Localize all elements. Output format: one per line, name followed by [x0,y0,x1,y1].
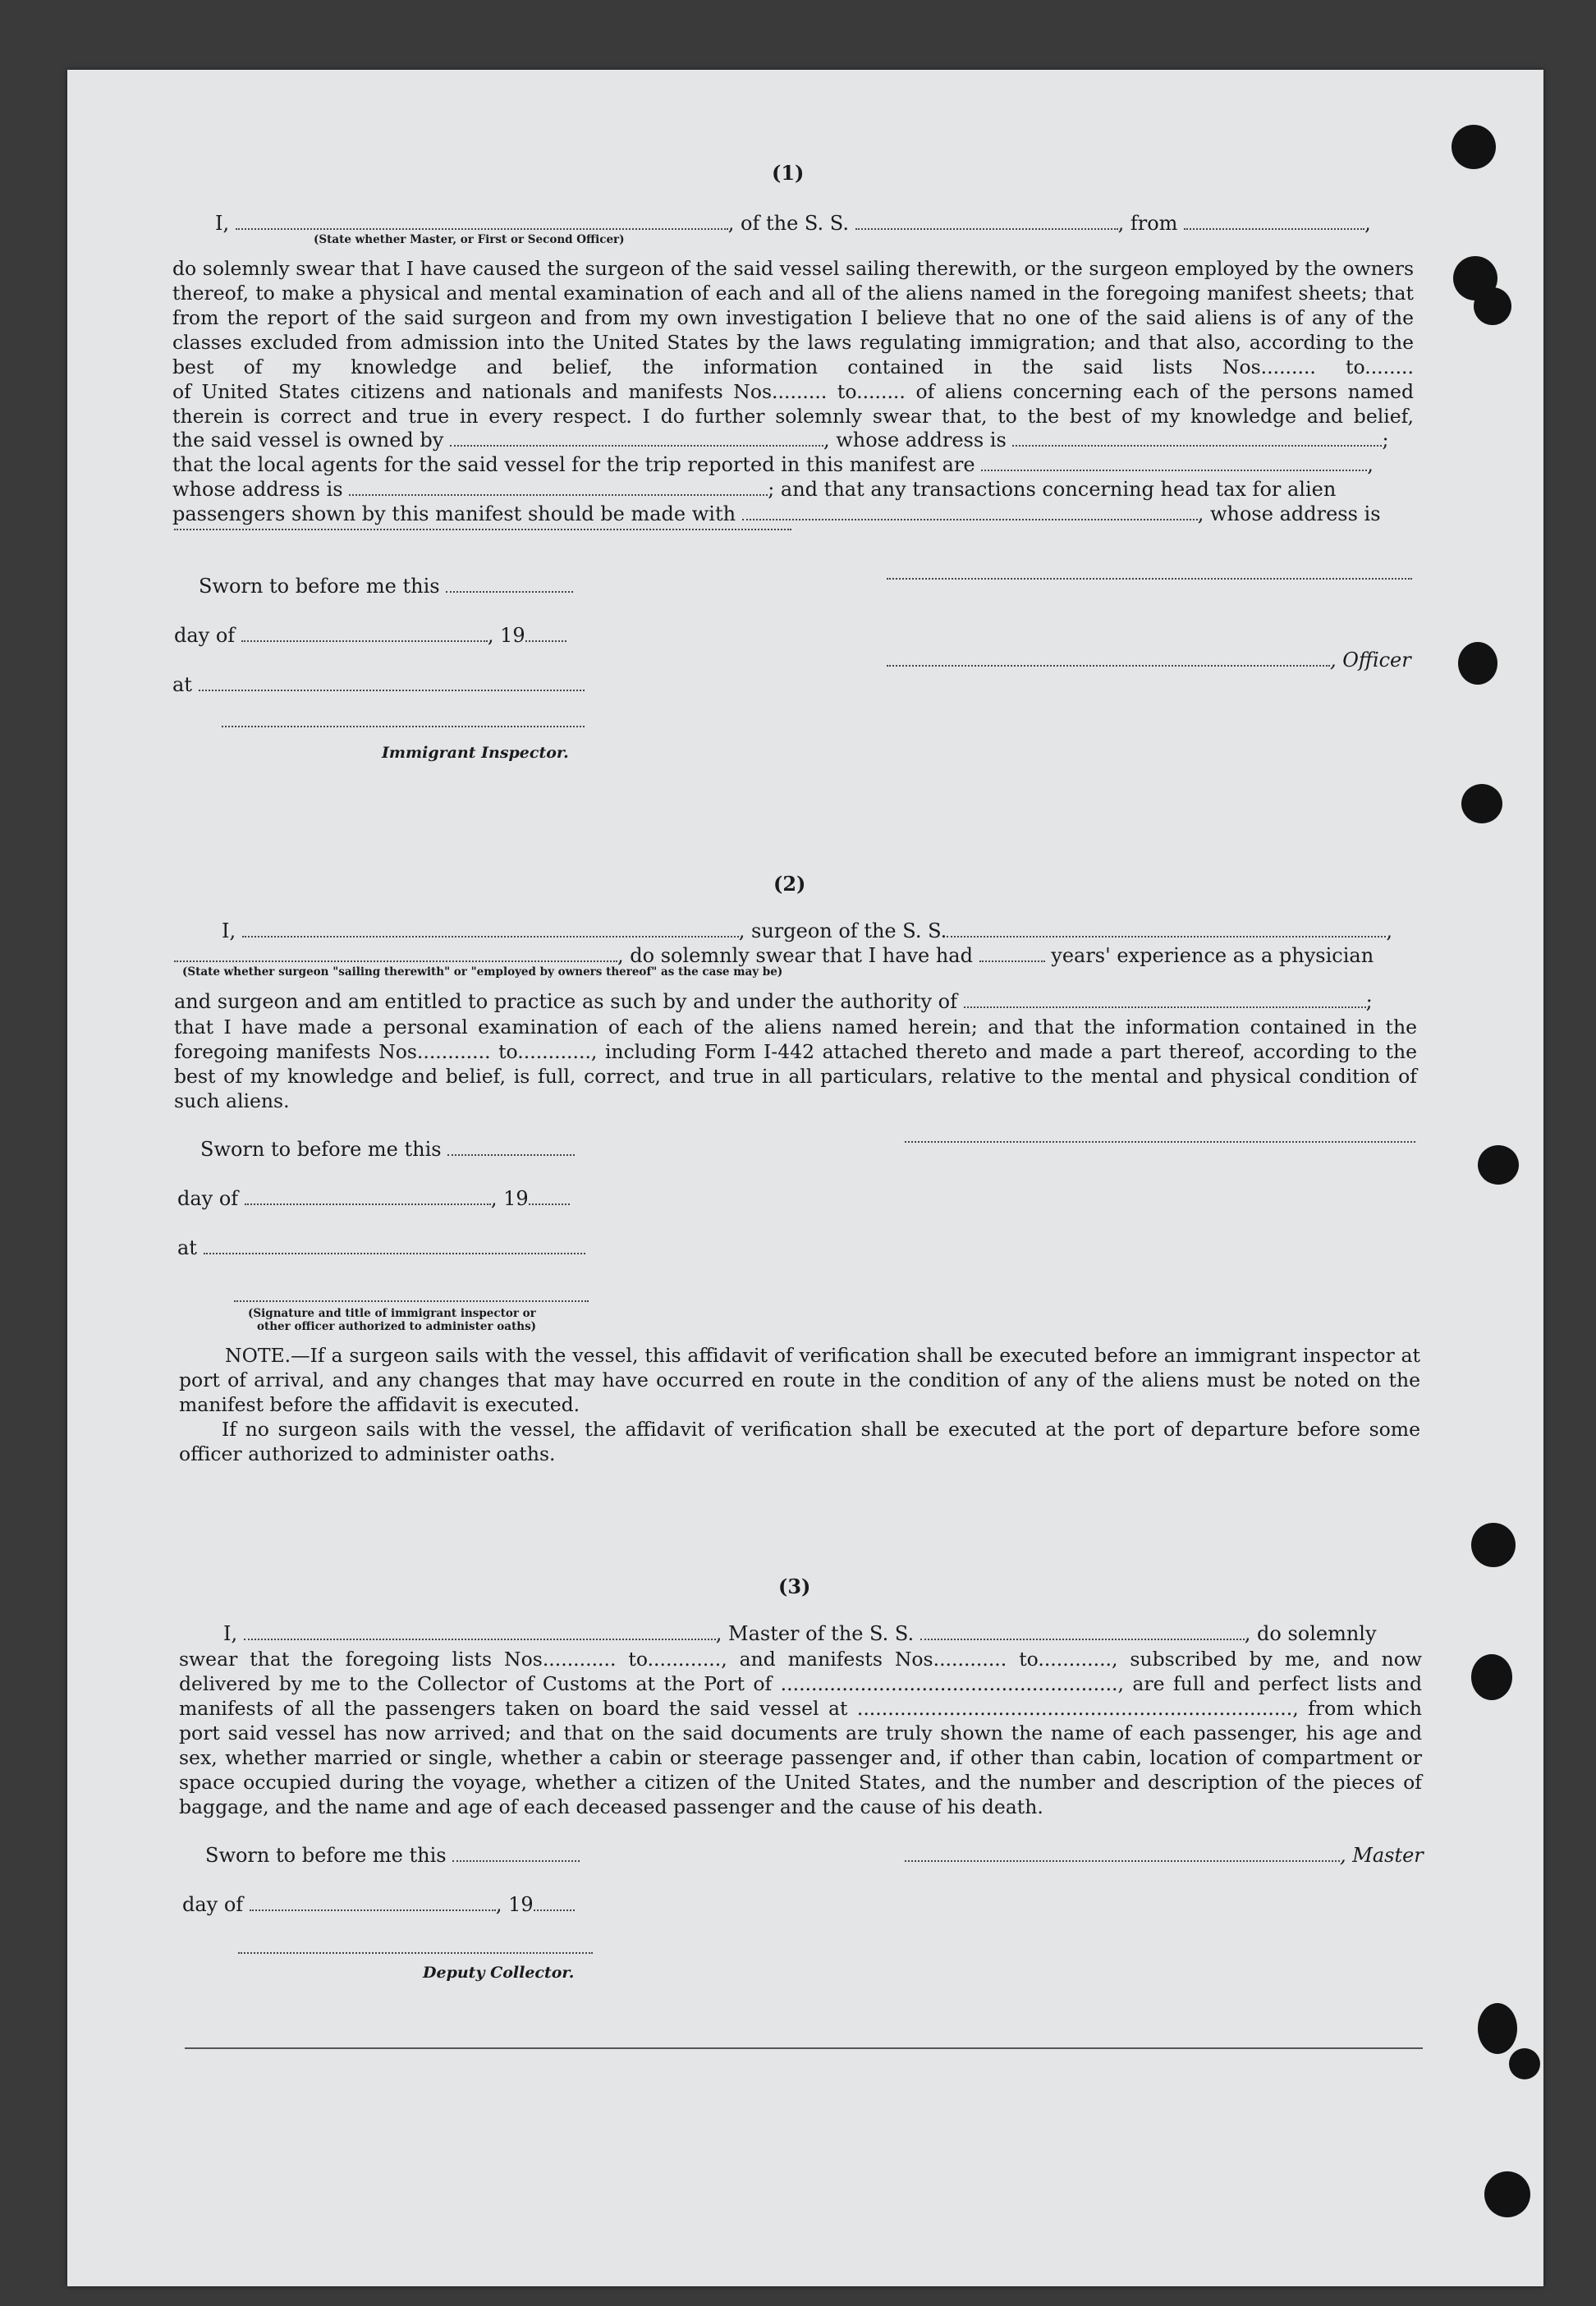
surgeon-status-field[interactable] [174,944,617,962]
section-2-i: I, [222,919,236,942]
comma: , [1364,212,1371,235]
whose-address-label: , whose address is [1197,502,1381,525]
owner-address-field[interactable] [1012,429,1382,447]
whose-address-label: whose address is [172,478,343,501]
master-line [223,1622,1377,1645]
punch-hole [1471,1654,1512,1700]
section-2-sublabel: (State whether surgeon "sailing therewith" or "employed by owners thereof" as the case may be) [182,965,783,979]
surgeon-name-field[interactable] [242,919,739,938]
agents-field[interactable] [981,453,1367,471]
officer-title-field[interactable] [236,212,728,230]
semicolon: ; [1365,990,1373,1013]
punch-hole [1478,1145,1519,1185]
comma: , [1367,453,1374,476]
note-text: —If a surgeon sails with the vessel, this affidavit of verification shall be executed before an immigrant inspector at port of arrival, and any changes that may have occurred en route in the condition of any of the aliens must be noted on the manifest before the affidavit is executed. [179,1344,1420,1416]
vessel-name-field[interactable] [947,919,1386,938]
no-surgeon-paragraph [179,1417,1420,1466]
section-2-number: (2) [773,872,806,896]
section-1-oath-line [215,212,1371,235]
master-signature-line [905,1844,1424,1867]
month-field[interactable] [245,1187,491,1205]
punch-hole [1474,287,1511,325]
officer-name-field[interactable] [887,649,1330,667]
immigrant-inspector-caption: Immigrant Inspector. [382,744,569,762]
section-1-sublabel: (State whether Master, or First or Second Officer) [314,233,625,246]
place-field[interactable] [199,673,585,691]
owned-by-label: the said vessel is owned by [172,429,444,452]
deputy-collector-caption: Deputy Collector. [423,1964,575,1982]
master-of-label: , Master of the S. S. [715,1622,915,1645]
departure-port-field[interactable] [1184,212,1364,230]
experience-line [174,944,1374,967]
punch-hole [1471,1523,1516,1567]
day-of-line-1 [174,624,566,647]
agents-address-field[interactable] [349,478,768,496]
years-field[interactable] [979,944,1045,962]
signature-caption-line-1: (Signature and title of immigrant inspector or [248,1307,536,1320]
section-3-i: I, [223,1622,238,1645]
owner-line [172,429,1389,452]
authority-field[interactable] [964,990,1366,1008]
sworn-day-field[interactable] [447,1138,575,1156]
signature-caption-line-2: other officer authorized to administer oaths) [257,1320,537,1333]
sworn-label: Sworn to before me this [205,1844,447,1867]
passengers-line [172,502,1381,525]
master-name-field[interactable] [244,1622,716,1640]
sworn-day-field[interactable] [446,575,573,593]
sworn-line-2 [200,1138,575,1161]
sworn-line-3 [205,1844,580,1867]
note-paragraph [179,1343,1420,1417]
month-field[interactable] [250,1893,496,1911]
semicolon: ; [1382,429,1389,452]
section-1-number: (1) [772,161,805,185]
surgeon-signature-field[interactable] [905,1141,1415,1143]
section-3-number: (3) [778,1575,811,1598]
vessel-name-field[interactable] [855,212,1118,230]
section-2-paragraph: that I have made a personal examination of each of the aliens named herein; and that the information contained in the foregoing manifests Nos............ to............, including Form I-442 attached thereto and made a part thereof, according to the best of my knowledge and belief, is full, correct, and true in all particulars, relative to the mental and physical condition of such aliens. [174,1015,1417,1112]
day-of-label: day of [174,624,236,647]
head-tax-party-field[interactable] [742,502,1198,520]
agents-label: that the local agents for the said vessel for the trip reported in this manifest are [172,453,975,476]
day-of-line-2 [177,1187,570,1210]
head-tax-address-field[interactable] [174,529,791,530]
punch-hole [1452,125,1496,169]
year-prefix: , 19 [490,1187,529,1210]
at-line-2 [177,1236,585,1259]
punch-hole [1484,2171,1530,2217]
administering-officer-signature-field[interactable] [234,1300,589,1302]
year-field[interactable] [534,1893,575,1911]
inspector-signature-field[interactable] [222,726,585,727]
master-label: , Master [1340,1844,1424,1867]
do-solemnly-text: , do solemnly swear that I have had [617,944,973,967]
deputy-collector-signature-field[interactable] [238,1952,593,1954]
officer-line [887,649,1411,672]
sworn-label: Sworn to before me this [199,575,440,598]
sworn-line-1 [199,575,573,598]
year-field[interactable] [525,624,566,642]
vessel-name-field[interactable] [920,1622,1245,1640]
at-label: at [172,673,192,696]
note-label: NOTE. [225,1344,291,1367]
officer-label: , Officer [1330,649,1411,672]
authority-line [174,990,1373,1013]
at-label: at [177,1236,197,1259]
at-line-1 [172,673,585,696]
sworn-day-field[interactable] [452,1844,580,1862]
year-prefix: , 19 [487,624,525,647]
year-prefix: , 19 [495,1893,534,1916]
surgeon-line [222,919,1392,942]
authority-text: and surgeon and am entitled to practice as such by and under the authority of [174,990,957,1013]
year-field[interactable] [529,1187,570,1205]
owner-address-label: , whose address is [823,429,1007,452]
month-field[interactable] [241,624,488,642]
bottom-rule [185,2047,1423,2049]
sworn-label: Sworn to before me this [200,1138,442,1161]
punch-hole [1509,2048,1540,2079]
section-3-paragraph: swear that the foregoing lists Nos............ to............, and manifests Nos............ to............, subscribed by me, and now delivered by me to the Collector of Customs at the Port of ......................................................., are full and perfect lists and manifests of all the passengers taken on board the said vessel at ......................................................................., from which port said vessel has now arrived; and that on the said documents are truly shown the name of each passenger, his age and sex, whether married or single, whether a cabin or steerage passenger and, if other than cabin, location of compartment or space occupied during the voyage, whether a citizen of the United States, and the number and description of the pieces of baggage, and the name and age of each deceased passenger and the cause of his death. [179,1648,1422,1818]
no-surgeon-text: If no surgeon sails with the vessel, the affidavit of verification shall be executed at the port of departure before some officer authorized to administer oaths. [179,1418,1420,1465]
place-field[interactable] [204,1236,585,1254]
head-tax-text: ; and that any transactions concerning head tax for alien [768,478,1337,501]
punch-hole [1461,784,1502,823]
do-solemnly-text: , do solemnly [1244,1622,1377,1645]
day-of-label: day of [182,1893,244,1916]
section-1-of-ss: , of the S. S. [727,212,849,235]
master-signature-field[interactable] [905,1844,1340,1862]
section-1-paragraph-2: of United States citizens and nationals and manifests Nos......... to........ of aliens concerning each of the persons named therein is correct and true in every respect. I do further solemnly swear that, to the best of my knowledge and belief, [172,380,1414,428]
passengers-label: passengers shown by this manifest should be made with [172,502,736,525]
section-1-paragraph-1: do solemnly swear that I have caused the surgeon of the said vessel sailing therewith, or the surgeon employed by the owners thereof, to make a physical and mental examination of each and all of the aliens named in the foregoing manifest sheets; that from the report of the said surgeon and from my own investigation I believe that no one of the said aliens is of any of the classes excluded from admission into the United States by the laws regulating immigration; and that also, according to the best of my knowledge and belief, the information contained in the said lists Nos......... to........ [172,257,1414,378]
owner-field[interactable] [450,429,823,447]
day-of-label: day of [177,1187,239,1210]
comma: , [1386,919,1392,942]
agents-address-line [172,478,1336,501]
officer-signature-field[interactable] [887,578,1412,580]
section-1-i: I, [215,212,230,235]
years-text: years' experience as a physician [1051,944,1374,967]
punch-hole [1458,642,1497,685]
punch-hole [1478,2003,1517,2054]
section-1-from: , from [1117,212,1178,235]
surgeon-of-label: , surgeon of the S. S. [738,919,947,942]
day-of-line-3 [182,1893,575,1916]
agents-line [172,453,1374,476]
